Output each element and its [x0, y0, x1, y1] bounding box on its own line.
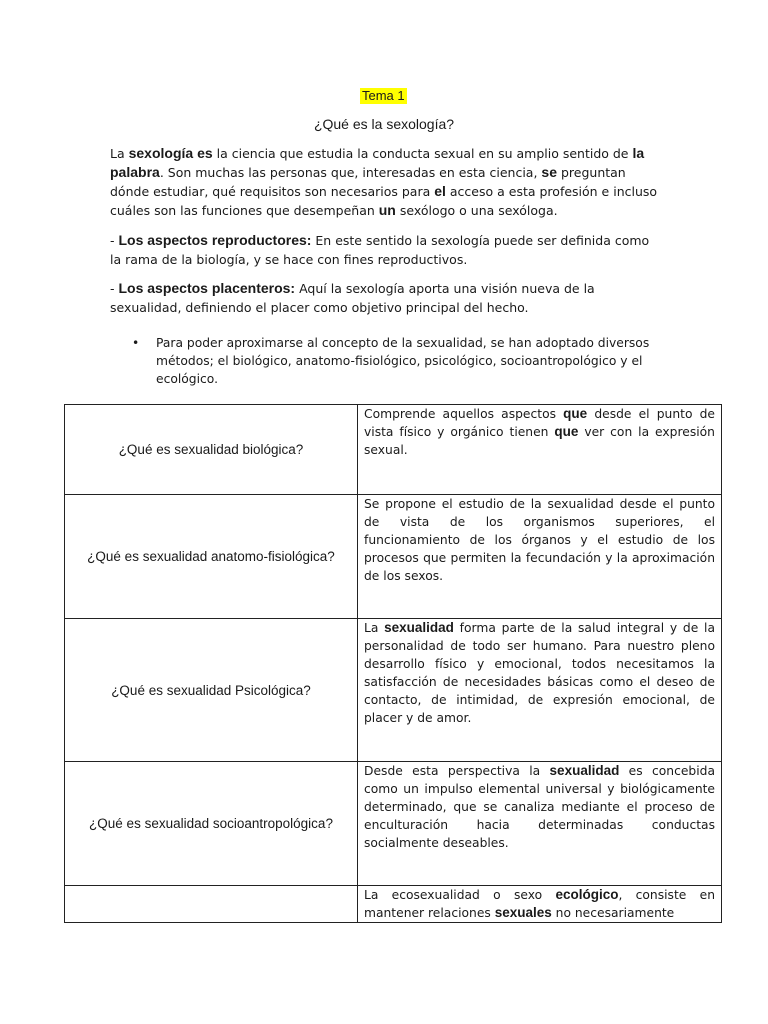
sexuality-types-table: [64, 404, 722, 923]
intro-paragraph: La sexología es la ciencia que estudia la conducta sexual en su amplio sentido de la palabra. Son muchas las personas que, interesadas en esta ciencia, se preguntan dónde estudiar, qué requisitos son necesarios para el acceso a esta profesión e incluso cuáles son las funciones que desempeñan un sexólogo o una sexóloga.: [110, 145, 658, 218]
question-cell: ¿Qué es sexualidad anatomo-fisiológica?: [65, 495, 358, 619]
answer-cell: La sexualidad forma parte de la salud integral y de la personalidad de todo ser humano. Para nuestro pleno desarrollo físico y emocional, todos necesitamos la satisfacción de necesidades básicas como el deseo de contacto, de intimidad, de expresión emocional, de placer y de amor.: [358, 619, 722, 762]
answer-cell: La ecosexualidad o sexo ecológico, consiste en mantener relaciones sexuales no necesariamente: [358, 886, 722, 923]
table-row: [65, 619, 722, 762]
pleasure-aspects-paragraph: - Los aspectos placenteros: Aquí la sexología aporta una visión nueva de la sexualidad, definiendo el placer como objetivo principal del hecho.: [110, 280, 595, 315]
page-title: ¿Qué es la sexología?: [313, 116, 455, 132]
reproductive-aspects-paragraph: - Los aspectos reproductores: En este sentido la sexología puede ser definida como la rama de la biología, y se hace con fines reproductivos.: [110, 232, 650, 267]
answer-cell: Se propone el estudio de la sexualidad desde el punto de vista de los organismos superiores, el funcionamiento de los órganos y el estudio de los procesos que permiten la fecundación y la aproximación de los sexos.: [358, 495, 722, 619]
answer-cell: Comprende aquellos aspectos que desde el punto de vista físico y orgánico tienen que ver con la expresión sexual.: [358, 405, 722, 495]
bullet-text: Para poder aproximarse al concepto de la sexualidad, se han adoptado diversos métodos; el biológico, anatomo-fisiológico, psicológico, socioantropológico y el ecológico.: [156, 336, 650, 386]
bullet-marker: •: [132, 336, 140, 350]
question-cell: ¿Qué es sexualidad Psicológica?: [65, 619, 358, 762]
answer-cell: Desde esta perspectiva la sexualidad es concebida como un impulso elemental universal y biológicamente determinado, que se canaliza mediante el proceso de enculturación hacia determinadas conductas socialmente deseables.: [358, 762, 722, 886]
methods-bullet: [132, 334, 672, 388]
table-row: [65, 495, 722, 619]
question-cell: ¿Qué es sexualidad biológica?: [65, 405, 358, 495]
table-row: [65, 762, 722, 886]
theme-tag: Tema 1: [362, 88, 405, 103]
question-cell: ¿Qué es sexualidad socioantropológica?: [65, 762, 358, 886]
table-row: [65, 405, 722, 495]
question-cell: [65, 886, 358, 923]
table-row: [65, 886, 722, 923]
